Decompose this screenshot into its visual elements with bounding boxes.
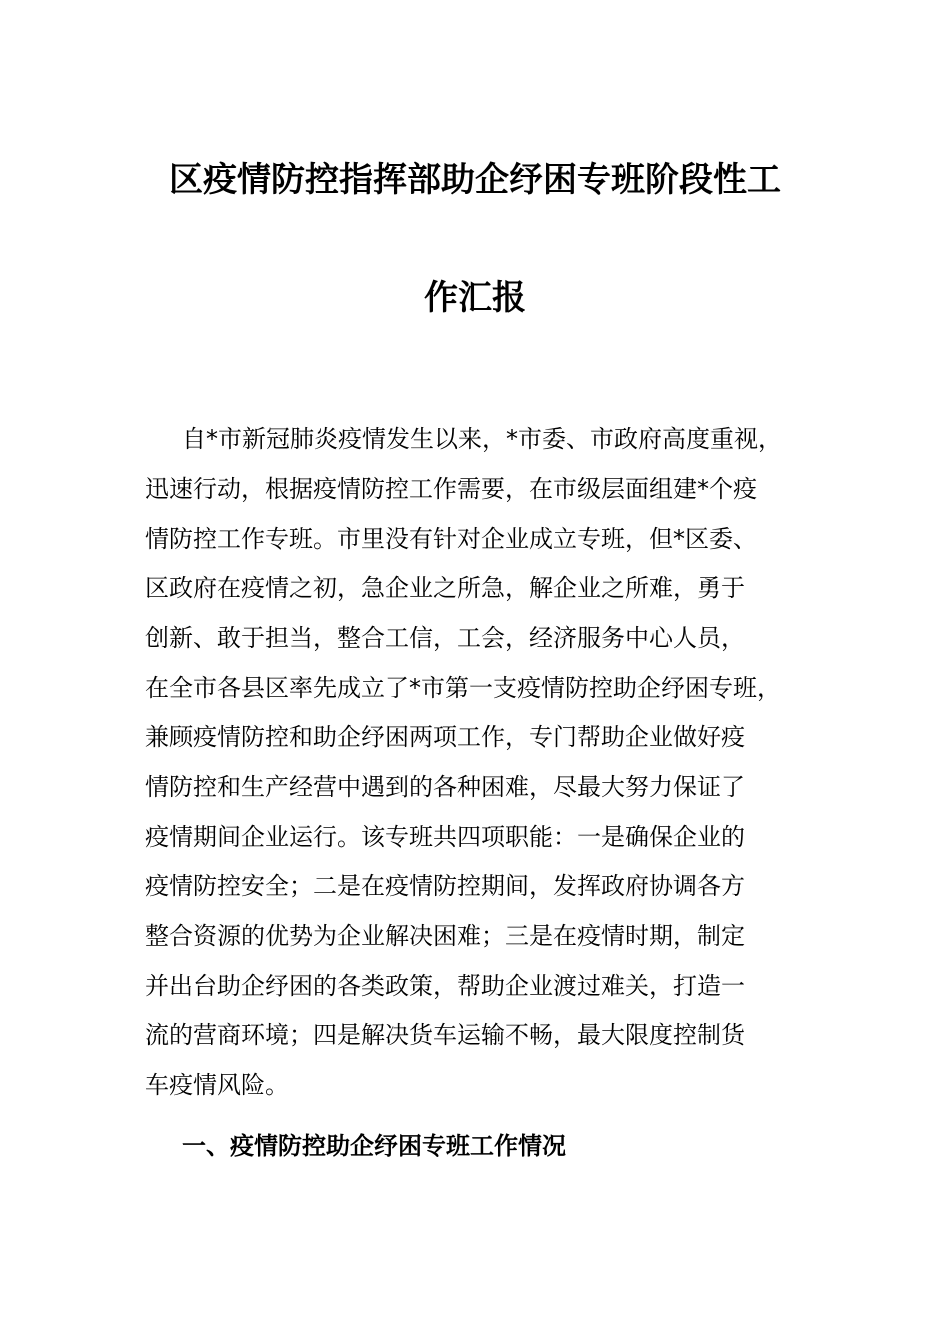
paragraph-line-8: 情防控和生产经营中遇到的各种困难，尽最大努力保证了 xyxy=(145,773,745,801)
paragraph-line-13: 流的营商环境；四是解决货车运输不畅，最大限度控制货 xyxy=(145,1021,745,1049)
section-heading: 一、疫情防控助企纾困专班工作情况 xyxy=(182,1132,566,1160)
document-title-line-2: 作汇报 xyxy=(424,278,526,318)
paragraph-line-10: 疫情防控安全；二是在疫情防控期间，发挥政府协调各方 xyxy=(145,872,745,900)
paragraph-line-14: 车疫情风险。 xyxy=(145,1071,289,1099)
document-title-line-1: 区疫情防控指挥部助企纾困专班阶段性工 xyxy=(169,160,781,200)
paragraph-line-1: 自*市新冠肺炎疫情发生以来，*市委、市政府高度重视， xyxy=(182,425,782,453)
paragraph-line-3: 情防控工作专班。市里没有针对企业成立专班，但*区委、 xyxy=(145,525,757,553)
paragraph-line-9: 疫情期间企业运行。该专班共四项职能：一是确保企业的 xyxy=(145,823,745,851)
paragraph-line-4: 区政府在疫情之初，急企业之所急，解企业之所难，勇于 xyxy=(145,574,745,602)
paragraph-line-7: 兼顾疫情防控和助企纾困两项工作，专门帮助企业做好疫 xyxy=(145,723,745,751)
paragraph-line-2: 迅速行动，根据疫情防控工作需要，在市级层面组建*个疫 xyxy=(145,475,757,503)
paragraph-line-11: 整合资源的优势为企业解决困难；三是在疫情时期，制定 xyxy=(145,922,745,950)
paragraph-line-12: 并出台助企纾困的各类政策，帮助企业渡过难关，打造一 xyxy=(145,972,745,1000)
paragraph-line-5: 创新、敢于担当，整合工信，工会，经济服务中心人员， xyxy=(145,624,745,652)
paragraph-line-6: 在全市各县区率先成立了*市第一支疫情防控助企纾困专班， xyxy=(145,674,781,702)
